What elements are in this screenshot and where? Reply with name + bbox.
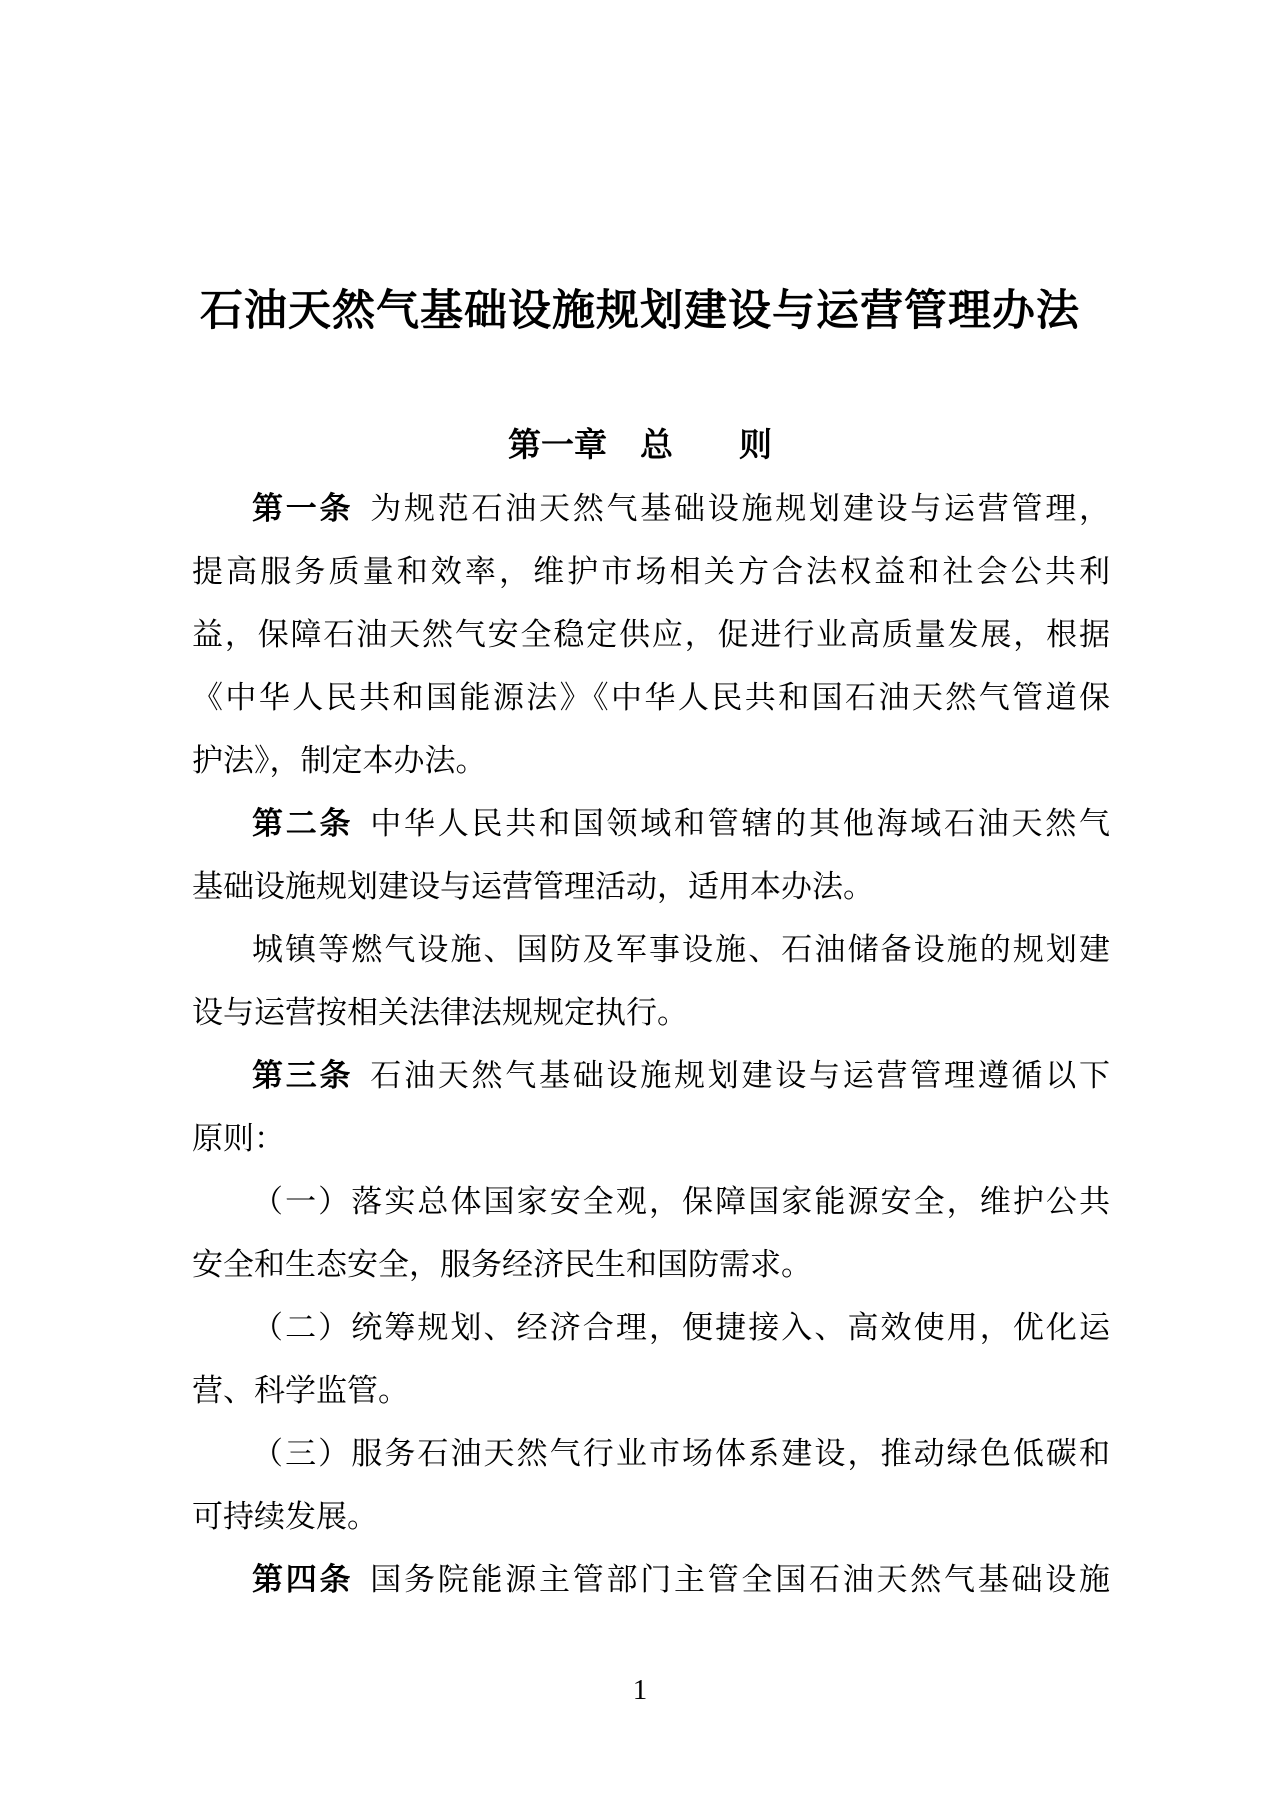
text-line bbox=[192, 1296, 1110, 1359]
text-line bbox=[192, 918, 1110, 981]
article-label: 第一条 bbox=[252, 491, 354, 526]
line-text: 提高服务质量和效率，维护市场相关方合法权益和社会公共利 bbox=[192, 554, 1110, 589]
text-line bbox=[192, 1107, 1110, 1170]
line-text: 原则： bbox=[192, 1121, 285, 1156]
text-line bbox=[192, 981, 1110, 1044]
line-text: 基础设施规划建设与运营管理活动，适用本办法。 bbox=[192, 869, 874, 904]
text-line bbox=[192, 792, 1110, 855]
line-text: 城镇等燃气设施、国防及军事设施、石油储备设施的规划建 bbox=[252, 932, 1110, 967]
text-line bbox=[192, 855, 1110, 918]
line-text: 益，保障石油天然气安全稳定供应，促进行业高质量发展，根据 bbox=[192, 617, 1110, 652]
line-text: 中华人民共和国领域和管辖的其他海域石油天然气 bbox=[370, 806, 1110, 841]
text-line bbox=[192, 666, 1110, 729]
line-text: 国务院能源主管部门主管全国石油天然气基础设施 bbox=[370, 1562, 1110, 1597]
line-text: 安全和生态安全，服务经济民生和国防需求。 bbox=[192, 1247, 812, 1282]
text-line bbox=[192, 477, 1110, 540]
text-line bbox=[192, 1548, 1110, 1611]
page-number: 1 bbox=[632, 1674, 648, 1706]
text-line bbox=[192, 1485, 1110, 1548]
chapter-heading: 第一章 总 则 bbox=[508, 426, 772, 463]
line-text: （二）统筹规划、经济合理，便捷接入、高效使用，优化运 bbox=[252, 1310, 1110, 1345]
document-title: 石油天然气基础设施规划建设与运营管理办法 bbox=[200, 288, 1080, 335]
article-label: 第三条 bbox=[252, 1058, 354, 1093]
text-line bbox=[192, 1170, 1110, 1233]
text-line bbox=[192, 540, 1110, 603]
line-text: 石油天然气基础设施规划建设与运营管理遵循以下 bbox=[370, 1058, 1110, 1093]
text-line bbox=[192, 1044, 1110, 1107]
line-text: 设与运营按相关法律法规规定执行。 bbox=[192, 995, 688, 1030]
text-line bbox=[192, 1422, 1110, 1485]
text-line bbox=[192, 729, 1110, 792]
text-line bbox=[192, 1359, 1110, 1422]
document-body bbox=[192, 477, 1110, 1611]
line-text: 护法》，制定本办法。 bbox=[192, 743, 487, 778]
line-text: （一）落实总体国家安全观，保障国家能源安全，维护公共 bbox=[252, 1184, 1110, 1219]
line-text: 可持续发展。 bbox=[192, 1499, 378, 1534]
line-text: （三）服务石油天然气行业市场体系建设，推动绿色低碳和 bbox=[252, 1436, 1110, 1471]
line-text: 营、科学监管。 bbox=[192, 1373, 409, 1408]
line-text: 《中华人民共和国能源法》《中华人民共和国石油天然气管道保 bbox=[192, 680, 1110, 715]
text-line bbox=[192, 603, 1110, 666]
line-text: 为规范石油天然气基础设施规划建设与运营管理， bbox=[370, 491, 1110, 526]
article-label: 第四条 bbox=[252, 1562, 354, 1597]
article-label: 第二条 bbox=[252, 806, 354, 841]
text-line bbox=[192, 1233, 1110, 1296]
